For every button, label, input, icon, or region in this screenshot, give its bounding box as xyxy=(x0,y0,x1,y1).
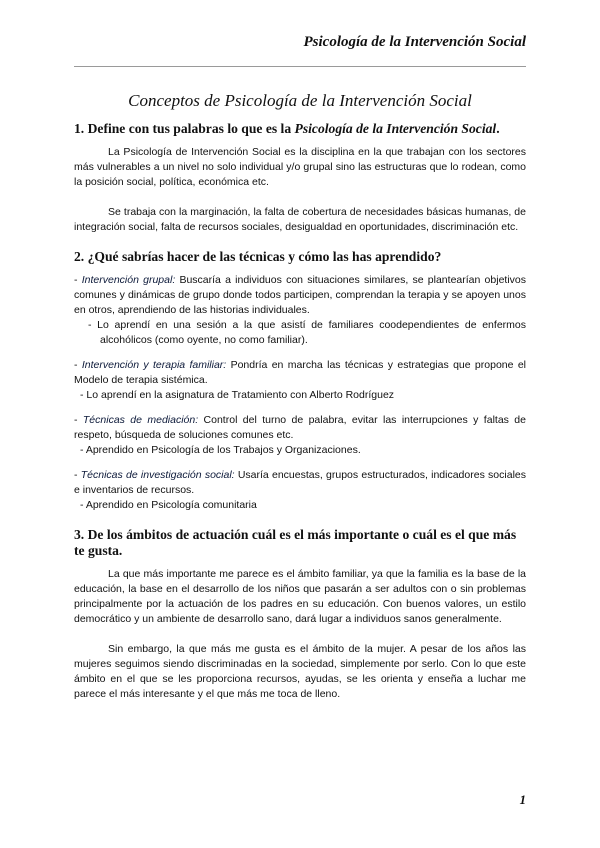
header-divider xyxy=(74,66,526,67)
question-2-heading: 2. ¿Qué sabrías hacer de las técnicas y cómo las has aprendido? xyxy=(74,249,442,264)
technique-learned: - Aprendido en Psicología comunitaria xyxy=(80,499,257,511)
technique-item: - Técnicas de mediación: Control del turno de palabra, evitar las interrupciones y faltas de respeto, búsqueda de soluciones comunes etc. xyxy=(74,414,526,441)
document-title: Conceptos de Psicología de la Intervención Social xyxy=(128,91,472,110)
technique-name: Técnicas de mediación: xyxy=(82,414,199,426)
technique-item: - Técnicas de investigación social: Usaría encuestas, grupos estructurados, indicadores sociales e inventarios de recursos. xyxy=(74,469,526,496)
technique-name: Técnicas de investigación social: xyxy=(80,469,235,481)
question-2-section xyxy=(74,249,526,513)
running-header-title: Psicología de la Intervención Social xyxy=(303,34,526,50)
technique-learned: - Lo aprendí en la asignatura de Tratamiento con Alberto Rodríguez xyxy=(80,389,395,401)
question-1-section xyxy=(74,121,526,235)
question-1-paragraph: Se trabaja con la marginación, la falta de cobertura de necesidades básicas humanas, de integración social, falta de recursos sociales, desigualdad en oportunidades, discriminación etc. xyxy=(74,206,526,233)
technique-learned: - Aprendido en Psicología de los Trabajos y Organizaciones. xyxy=(80,444,361,456)
document-body xyxy=(74,86,526,702)
question-3-paragraph: Sin embargo, la que más me gusta es el ámbito de la mujer. A pesar de los años las mujeres seguimos siendo discriminadas en la sociedad, simplemente por serlo. Con lo que este ámbito en el que se les proporciona recursos, ayudas, se les orienta y enseña a luchar me parece el más interesante y el que más me toca de lleno. xyxy=(74,643,526,700)
question-3-heading: 3. De los ámbitos de actuación cuál es el más importante o cuál es el que más te gusta. xyxy=(74,527,517,558)
question-3-paragraph: La que más importante me parece es el ámbito familiar, ya que la familia es la base de la educación, la base en el desarrollo de los niños que pasarán a ser adultos con o sin problemas principalmente por la actuación de los padres en su educación. Con buenos valores, un estilo democrático y un ambiente de desarrollo sano, dará lugar a individuos sanos generalmente. xyxy=(74,568,526,625)
technique-learned: - Lo aprendí en una sesión a la que asistí de familiares coodependientes de enfermos alcohólicos (como oyente, no como familiar). xyxy=(88,319,526,346)
question-1-paragraph: La Psicología de Intervención Social es la disciplina en la que trabajan con los sectores más vulnerables a un nivel no solo individual y/o grupal sino las estructuras que lo rodean, como la posición social, política, económica etc. xyxy=(74,146,526,188)
question-3-section xyxy=(74,527,526,702)
page-number: 1 xyxy=(519,792,526,807)
technique-name: Intervención y terapia familiar: xyxy=(81,359,227,371)
technique-name: Intervención grupal: xyxy=(81,274,176,286)
question-1-heading: 1. Define con tus palabras lo que es la Psicología de la Intervención Social. xyxy=(74,121,500,136)
technique-item: - Intervención grupal: Buscaría a individuos con situaciones similares, se plantearían objetivos comunes y dinámicas de grupo donde todos participen, comprendan la terapia y se apoyen unos en otros, aprendiendo de las historias individuales. xyxy=(74,274,526,316)
technique-item: - Intervención y terapia familiar: Pondría en marcha las técnicas y estrategias que propone el Modelo de terapia sistémica. xyxy=(74,359,526,386)
